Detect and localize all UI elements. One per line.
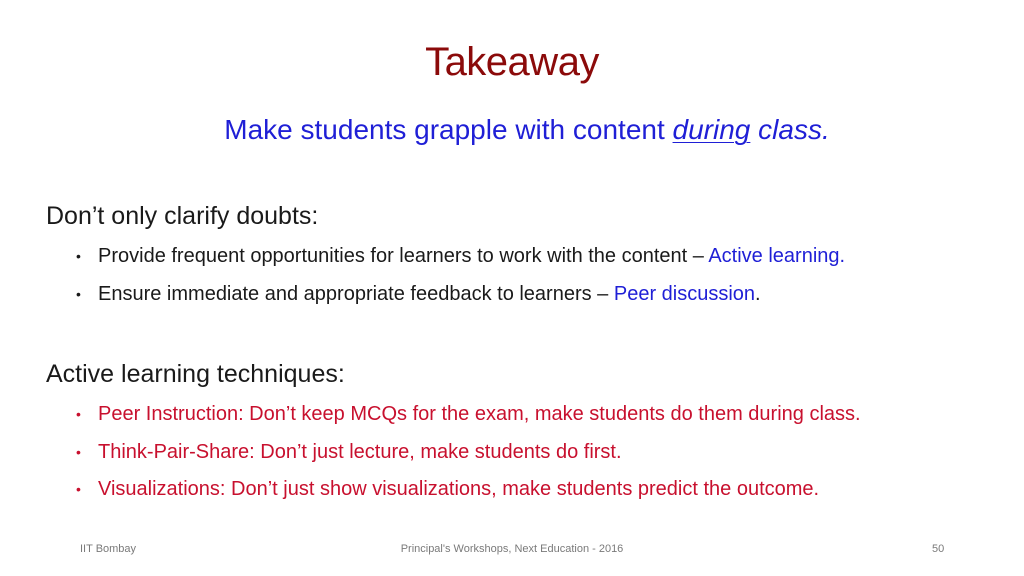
section-heading-clarify-doubts: Don’t only clarify doubts: — [46, 202, 319, 230]
list-item-tail: . — [755, 282, 761, 305]
technique-label: Peer Instruction: — [98, 403, 244, 425]
bullet-icon: • — [76, 248, 81, 264]
technique-label: Think-Pair-Share: — [98, 440, 255, 463]
slide-subtitle — [0, 114, 1024, 146]
list-item — [76, 396, 861, 434]
list-item — [76, 238, 845, 276]
bullet-icon: • — [76, 406, 81, 422]
list-item — [76, 434, 861, 472]
footer-left: IIT Bombay — [80, 543, 137, 555]
bullet-icon: • — [76, 443, 81, 460]
subtitle-prefix: Make students grapple with content — [224, 114, 673, 145]
list-item-text: Provide frequent opportunities for learners to work with the content – — [98, 245, 709, 267]
list-item-highlight: Peer discussion — [613, 282, 756, 305]
bullet-icon: • — [76, 285, 81, 302]
list-item-text: Ensure immediate and appropriate feedback to learners – — [98, 282, 614, 305]
list-item — [76, 276, 845, 314]
page-number: 50 — [932, 543, 945, 555]
clarify-doubts-list — [76, 238, 845, 313]
active-learning-list — [76, 396, 861, 509]
slide-title: Takeaway — [425, 40, 599, 84]
technique-description: Don’t just lecture, make students do first. — [254, 440, 622, 463]
subtitle-emphasis: during — [672, 114, 751, 145]
list-item — [76, 471, 861, 509]
technique-label: Visualizations: — [98, 478, 226, 500]
technique-description: Don’t keep MCQs for the exam, make students do them during class. — [243, 403, 861, 425]
section-heading-active-learning: Active learning techniques: — [46, 360, 345, 388]
bullet-icon: • — [76, 481, 81, 497]
list-item-highlight: Active learning. — [708, 245, 846, 267]
technique-description: Don’t just show visualizations, make students predict the outcome. — [225, 478, 820, 500]
subtitle-suffix: class. — [750, 114, 830, 145]
footer-center: Principal's Workshops, Next Education - 2016 — [400, 543, 624, 555]
